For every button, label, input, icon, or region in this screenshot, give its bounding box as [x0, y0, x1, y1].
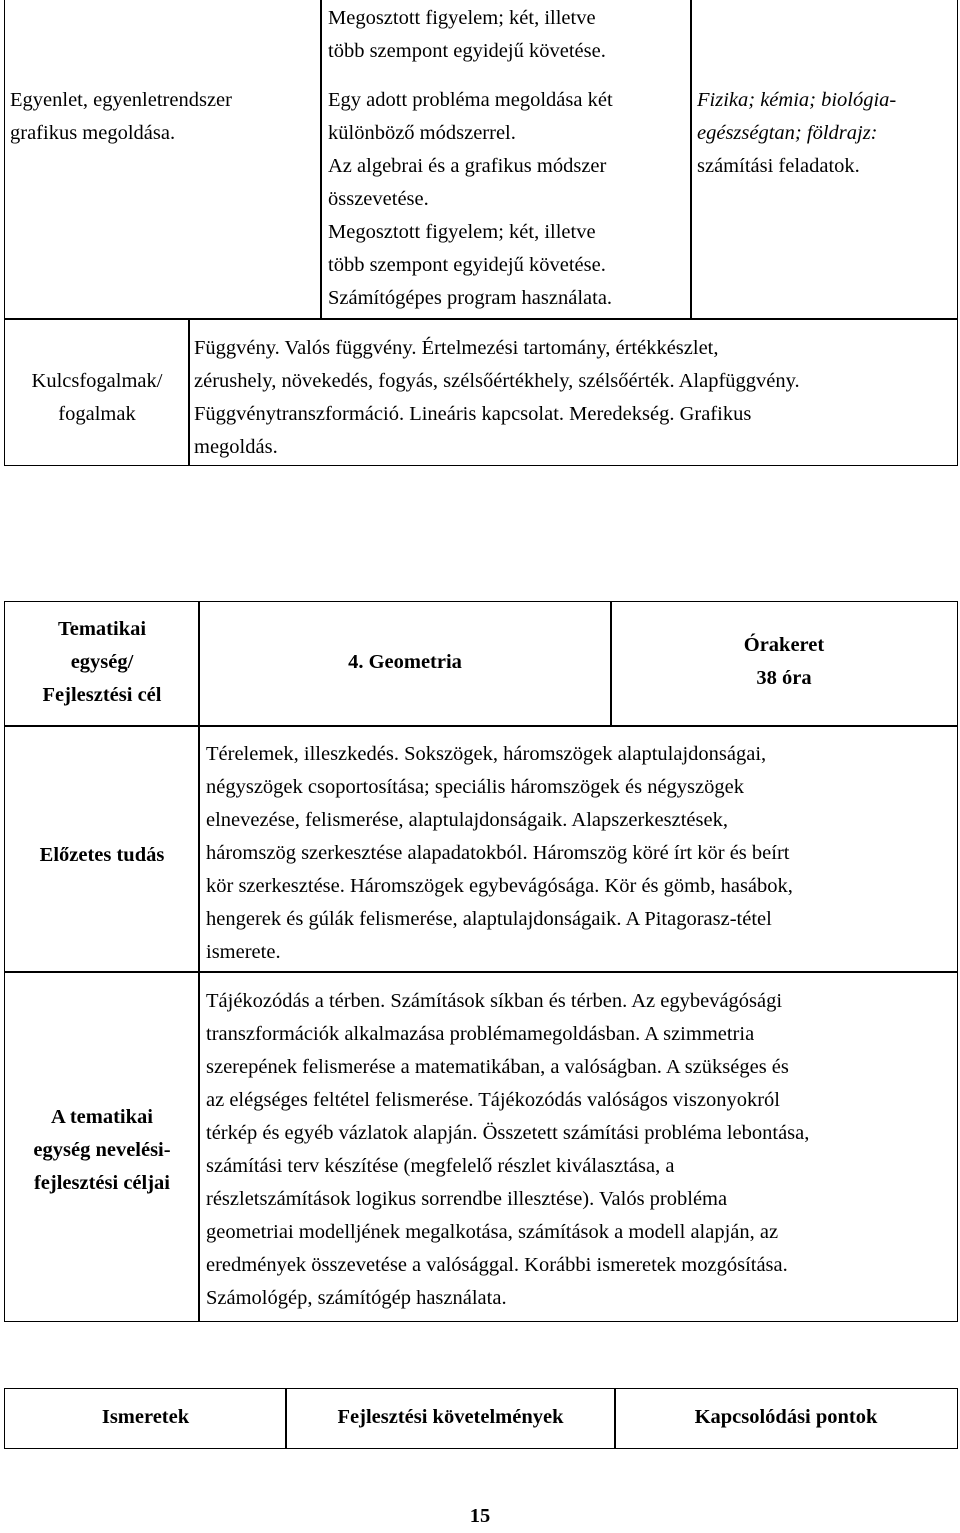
row1-left-cell: [4, 0, 322, 320]
prior-content-line-5: kör szerkesztése. Háromszögek egybevágósága. Kör és gömb, hasábok,: [206, 875, 793, 897]
row1-middle-line-5: Az algebrai és a grafikus módszer: [328, 155, 607, 177]
kulcs-content-line-1: Függvény. Valós függvény. Értelmezési tartomány, értékkészlet,: [194, 337, 719, 359]
prior-content-line-1: Térelemek, illeszkedés. Sokszögek, háromszögek alaptulajdonságai,: [206, 743, 767, 765]
col-fejlesztesi-header: Fejlesztési követelmények: [337, 1406, 564, 1428]
row1-right-plain: számítási feladatok.: [697, 155, 860, 177]
prior-content-line-4: háromszög szerkesztése alapadatokból. Háromszög köré írt kör és beírt: [206, 842, 790, 864]
header-hours-label: Órakeret: [743, 634, 825, 656]
kulcs-content-line-3: Függvénytranszformáció. Lineáris kapcsolat. Meredekség. Grafikus: [194, 403, 752, 425]
goals-label-line-2: egység nevelési-: [33, 1139, 171, 1161]
goals-content-line-2: transzformációk alkalmazása problémamegoldásban. A szimmetria: [206, 1023, 755, 1045]
kulcs-content-line-4: megoldás.: [194, 436, 278, 458]
row1-middle-line-7: Megosztott figyelem; két, illetve: [328, 221, 596, 243]
goals-content-line-6: számítási terv készítése (megfelelő részlet kiválasztása, a: [206, 1155, 675, 1177]
row1-left-line-1: Egyenlet, egyenletrendszer: [10, 89, 232, 111]
row1-middle-line-8: több szempont egyidejű követése.: [328, 254, 606, 276]
header-label-line-3: Fejlesztési cél: [42, 684, 162, 706]
col-ismeretek-header: Ismeretek: [101, 1406, 190, 1428]
row1-left-line-2: grafikus megoldása.: [10, 122, 176, 144]
goals-content-line-4: az elégséges feltétel felismerése. Tájékozódás valóságos viszonyokról: [206, 1089, 780, 1111]
goals-label-line-3: fejlesztési céljai: [33, 1172, 170, 1194]
page-number: 15: [469, 1505, 491, 1527]
prior-content-line-3: elnevezése, felismerése, alaptulajdonságaik. Alapszerkesztések,: [206, 809, 728, 831]
prior-content-line-6: hengerek és gúlák felismerése, alaptulajdonságaik. A Pitagorasz-tétel: [206, 908, 772, 930]
header-label-line-1: Tematikai: [57, 618, 147, 640]
header-label-line-2: egység/: [70, 651, 134, 673]
prior-label: Előzetes tudás: [39, 844, 165, 866]
goals-content-line-10: Számológép, számítógép használata.: [206, 1287, 507, 1309]
row1-middle-line-3: Egy adott probléma megoldása két: [328, 89, 613, 111]
goals-content-line-7: részletszámítások logikus sorrendbe illesztése). Valós probléma: [206, 1188, 728, 1210]
row1-middle-line-2: több szempont egyidejű követése.: [328, 40, 606, 62]
row1-right-italic-line-2: egészségtan; földrajz:: [697, 122, 878, 144]
kulcs-label-line-2: fogalmak: [58, 403, 136, 425]
header-hours-value: 38 óra: [756, 667, 812, 689]
kulcs-label-line-1: Kulcsfogalmak/: [31, 370, 163, 392]
row1-middle-line-9: Számítógépes program használata.: [328, 287, 613, 309]
kulcs-content-line-2: zérushely, növekedés, fogyás, szélsőértékhely, szélsőérték. Alapfüggvény.: [194, 370, 800, 392]
prior-content-line-7: ismerete.: [206, 941, 281, 963]
goals-label-line-1: A tematikai: [51, 1106, 153, 1128]
goals-content-line-5: térkép és egyéb vázlatok alapján. Összetett számítási probléma lebontása,: [206, 1122, 810, 1144]
goals-content-line-3: szerepének felismerése a matematikában, a valóságban. A szükséges és: [206, 1056, 789, 1078]
row1-right-italic-line-1: Fizika; kémia; biológia-: [697, 89, 897, 111]
col-kapcsolodasi-header: Kapcsolódási pontok: [694, 1406, 878, 1428]
row1-middle-line-6: összevetése.: [328, 188, 429, 210]
prior-content-line-2: négyszögek csoportosítása; speciális háromszögek és négyszögek: [206, 776, 744, 798]
header-title: 4. Geometria: [348, 651, 462, 673]
goals-content-line-1: Tájékozódás a térben. Számítások síkban és térben. Az egybevágósági: [206, 990, 783, 1012]
goals-content-line-8: geometriai modelljének megalkotása, számítások a modell alapján, az: [206, 1221, 779, 1243]
row1-middle-line-4: különböző módszerrel.: [328, 122, 516, 144]
goals-content-line-9: eredmények összevetése a valósággal. Korábbi ismeretek mozgósítása.: [206, 1254, 788, 1276]
row1-middle-line-1: Megosztott figyelem; két, illetve: [328, 7, 596, 29]
